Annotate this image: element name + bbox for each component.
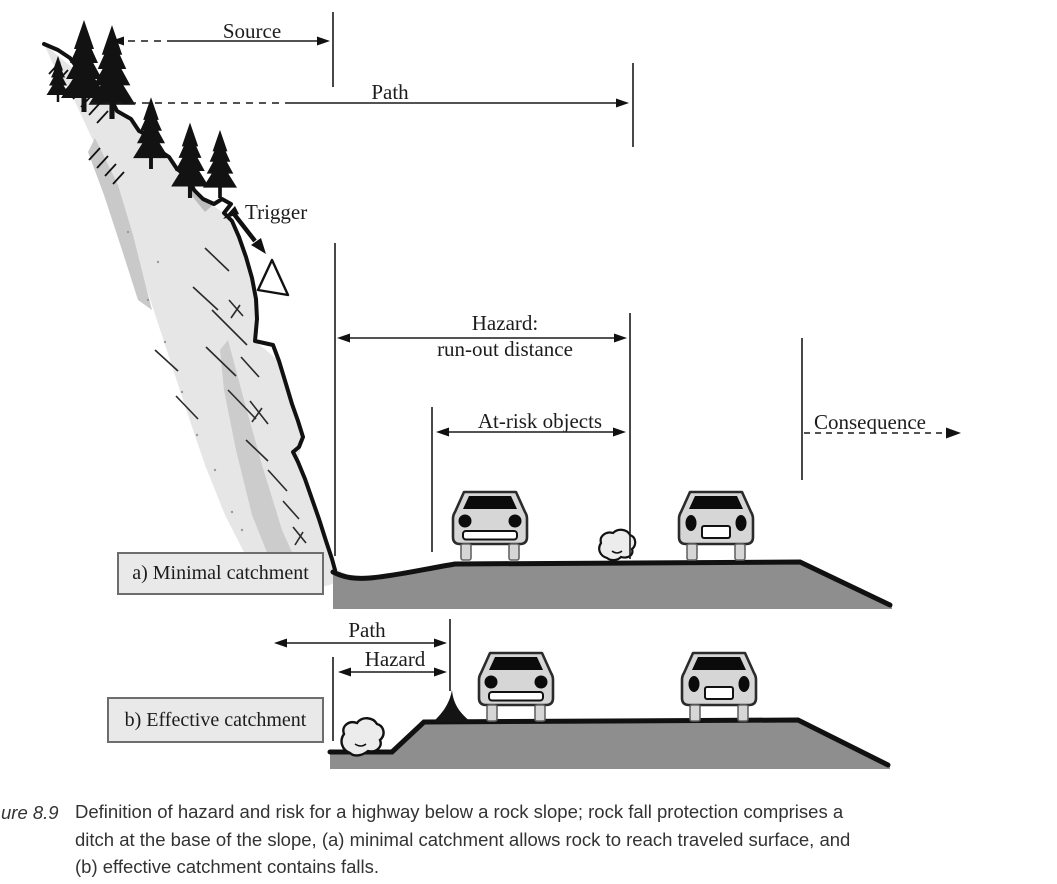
car-icon bbox=[679, 492, 753, 560]
road-b bbox=[330, 690, 890, 769]
caption-line: (b) effective catchment contains falls. bbox=[75, 856, 380, 877]
tree-icon bbox=[203, 130, 237, 198]
falling-block bbox=[258, 260, 288, 295]
fallen-rock-b bbox=[342, 718, 384, 755]
car-icon bbox=[682, 653, 756, 721]
hazard-runout-label-line2: run-out distance bbox=[437, 337, 573, 361]
consequence-label: Consequence bbox=[814, 410, 926, 434]
caption-line: ditch at the base of the slope, (a) minimal catchment allows rock to reach traveled surface, and bbox=[75, 828, 851, 850]
path-top-dimension bbox=[90, 63, 633, 147]
path-top-label: Path bbox=[371, 80, 409, 104]
rock-slope bbox=[44, 44, 347, 590]
hazard-runout-label-line1: Hazard: bbox=[471, 311, 539, 335]
figure-caption-number: ure 8.9 bbox=[1, 802, 59, 823]
car-icon bbox=[479, 653, 553, 721]
slope-face-light bbox=[44, 44, 347, 590]
at-risk-objects-label: At-risk objects bbox=[477, 409, 603, 433]
minimal-catchment-box: a) Minimal catchment bbox=[117, 552, 324, 595]
road-a bbox=[333, 562, 892, 609]
consequence-dimension bbox=[802, 338, 961, 480]
car-icon bbox=[453, 492, 527, 560]
source-label: Source bbox=[222, 19, 282, 43]
hazard-bottom-label: Hazard bbox=[364, 647, 426, 671]
caption-line: Definition of hazard and risk for a highway below a rock slope; rock fall protection comprises a bbox=[75, 801, 844, 822]
effective-catchment-box: b) Effective catchment bbox=[107, 697, 324, 743]
catchment-berm bbox=[433, 690, 471, 722]
path-bottom-label: Path bbox=[348, 618, 386, 642]
trigger-label: Trigger bbox=[245, 200, 308, 224]
